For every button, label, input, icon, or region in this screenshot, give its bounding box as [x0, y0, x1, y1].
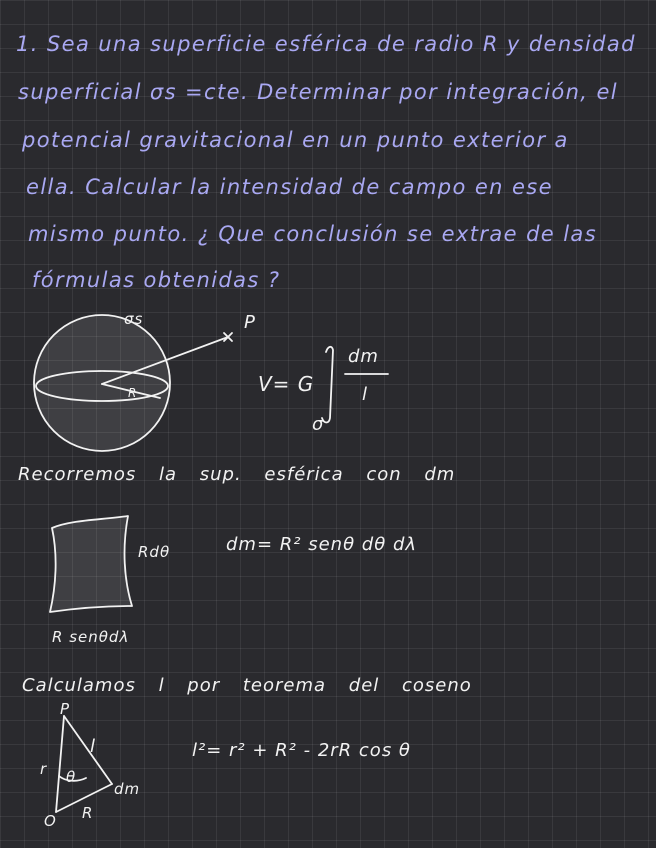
- triangle-l-label: l: [90, 736, 97, 757]
- element-bottom-label: R senθdλ: [52, 628, 130, 646]
- potential-numerator: dm: [348, 346, 379, 367]
- recorremos-line: Recorremos la sup. esférica con dm: [18, 464, 456, 485]
- potential-denominator: l: [362, 384, 369, 405]
- integral-sign: [322, 347, 333, 423]
- problem-line-2: superficial σs =cte. Determinar por integración, el: [18, 80, 619, 104]
- problem-line-6: fórmulas obtenidas ?: [32, 268, 281, 292]
- problem-line-3: potencial gravitacional en un punto exterior a: [22, 128, 569, 152]
- dm-formula: dm= R² senθ dθ dλ: [226, 534, 418, 555]
- sigma-label: σs: [124, 310, 144, 328]
- sphere-drawing: [34, 315, 232, 451]
- triangle-p-label: P: [60, 700, 71, 718]
- triangle-r2-label: R: [82, 804, 94, 822]
- point-p-label: P: [244, 312, 256, 333]
- radius-label: R: [128, 386, 138, 400]
- triangle-drawing: [56, 716, 112, 812]
- problem-line-4: ella. Calcular la intensidad de campo en ese: [26, 175, 553, 199]
- element-side-label: Rdθ: [138, 543, 171, 561]
- integral-limit: σ: [312, 414, 325, 435]
- triangle-o-label: O: [44, 812, 57, 830]
- surface-element: [50, 516, 132, 612]
- calculamos-line: Calculamos l por teorema del coseno: [22, 675, 472, 696]
- triangle-r-label: r: [40, 760, 48, 778]
- potential-lhs: V= G: [258, 372, 315, 396]
- cosine-formula: l²= r² + R² - 2rR cos θ: [192, 740, 411, 761]
- problem-line-5: mismo punto. ¿ Que conclusión se extrae de las: [28, 222, 598, 246]
- triangle-theta-label: θ: [66, 768, 77, 786]
- triangle-dm-label: dm: [114, 780, 141, 798]
- problem-line-1: 1. Sea una superficie esférica de radio R y densidad: [16, 32, 636, 56]
